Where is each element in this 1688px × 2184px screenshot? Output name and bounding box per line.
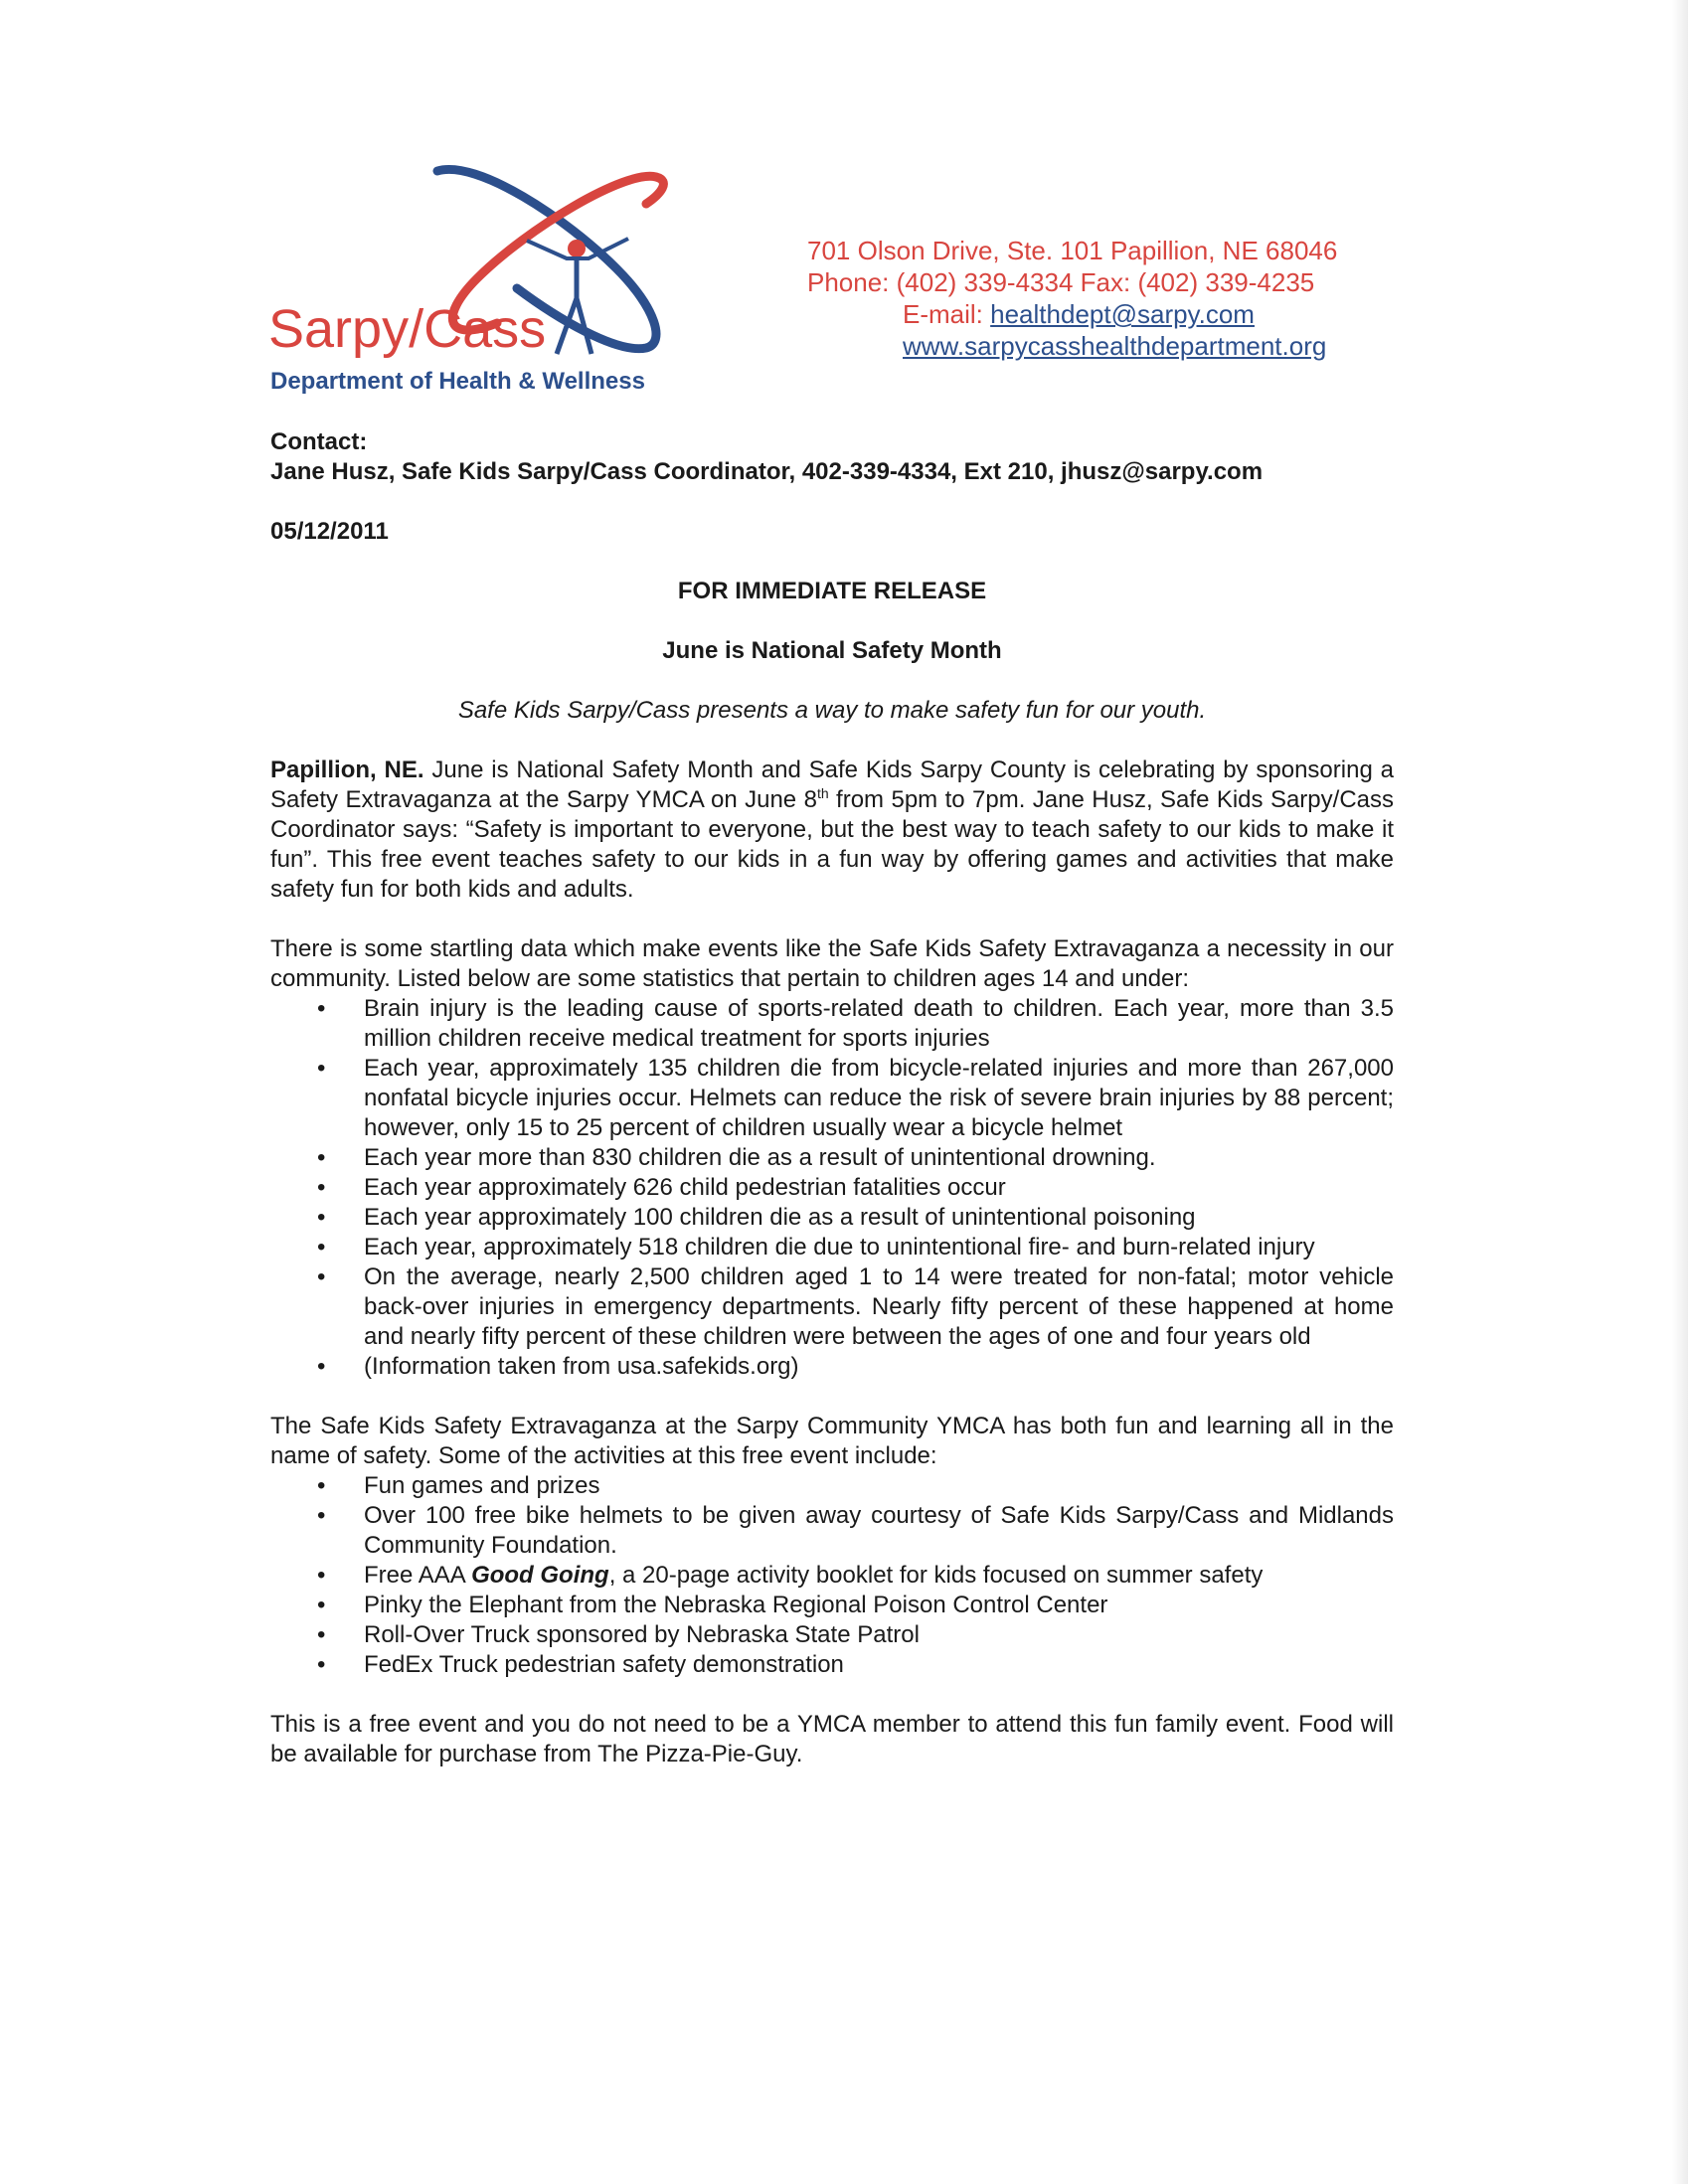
list-item: • Over 100 free bike helmets to be given away courtesy of Safe Kids Sarpy/Cass and Midlands Community Foundation. [364, 1501, 1394, 1561]
website-link[interactable]: www.sarpycasshealthdepartment.org [903, 331, 1327, 361]
website-line [807, 330, 1404, 362]
release-notice: FOR IMMEDIATE RELEASE [677, 578, 987, 604]
list-item: • On the average, nearly 2,500 children aged 1 to 14 were treated for non-fatal; motor vehicle back-over injuries in emergency departments. Nearly fifty percent of these happened at home and nearly fifty percent of these children were between the ages of one and four years old [364, 1262, 1394, 1352]
list-item: • FedEx Truck pedestrian safety demonstration [364, 1650, 1394, 1680]
statistics-list [270, 994, 1394, 1382]
list-item: • Each year, approximately 135 children die from bicycle-related injuries and more than 267,000 nonfatal bicycle injuries occur. Helmets can reduce the risk of severe brain injuries by 88 percent; however, only 15 to 25 percent of children usually wear a bicycle helmet [364, 1054, 1394, 1143]
list-item: • Each year, approximately 518 children die due to unintentional fire- and burn-related injury [364, 1233, 1394, 1262]
street-address: 701 Olson Drive, Ste. 101 Papillion, NE 68046 [807, 236, 1338, 265]
paragraph-activities-intro: The Safe Kids Safety Extravaganza at the Sarpy Community YMCA has both fun and learning all in the name of safety. Some of the activities at this free event include: [270, 1413, 1394, 1469]
email-link[interactable]: healthdept@sarpy.com [990, 299, 1255, 329]
email-line [807, 298, 1404, 330]
contact-line: Jane Husz, Safe Kids Sarpy/Cass Coordinator, 402-339-4334, Ext 210, jhusz@sarpy.com [270, 458, 1264, 485]
list-item: • Each year approximately 100 children die as a result of unintentional poisoning [364, 1203, 1394, 1233]
list-item: • Free AAA Good Going, a 20-page activity booklet for kids focused on summer safety [364, 1561, 1394, 1591]
list-item: • Roll-Over Truck sponsored by Nebraska State Patrol [364, 1620, 1394, 1650]
address-block [807, 235, 1404, 362]
list-item: • Each year approximately 626 child pedestrian fatalities occur [364, 1173, 1394, 1203]
list-item: • Each year more than 830 children die as a result of unintentional drowning. [364, 1143, 1394, 1173]
list-item: • Pinky the Elephant from the Nebraska Regional Poison Control Center [364, 1591, 1394, 1620]
paragraph-statistics-intro: There is some startling data which make events like the Safe Kids Safety Extravaganza a necessity in our community. Listed below are some statistics that pertain to children ages 14 and under: [270, 935, 1394, 992]
document-body [270, 427, 1394, 1769]
activities-list [270, 1471, 1394, 1680]
scan-edge [1672, 0, 1688, 2184]
organization-logo [268, 159, 686, 398]
list-item: • Fun games and prizes [364, 1471, 1394, 1501]
dateline: Papillion, NE. [270, 756, 424, 783]
logo-subtitle: Department of Health & Wellness [270, 368, 645, 395]
release-date: 05/12/2011 [270, 518, 389, 545]
list-item: • (Information taken from usa.safekids.org) [364, 1352, 1394, 1382]
phone-fax: Phone: (402) 339-4334 Fax: (402) 339-4235 [807, 267, 1315, 297]
logo-name: Sarpy/Cass [268, 299, 547, 359]
paragraph-intro: Papillion, NE. June is National Safety Month and Safe Kids Sarpy County is celebrating by sponsoring a Safety Extravaganza at the Sarpy YMCA on June 8th from 5pm to 7pm. Jane Husz, Safe Kids Sarpy/Cass Coordinator says: “Safety is important to everyone, but the best way to teach safety to our kids to make it fun”. This free event teaches safety to our kids in a fun way by offering games and activities that make safety fun for both kids and adults. [270, 756, 1394, 903]
list-item: • Brain injury is the leading cause of sports-related death to children. Each year, more than 3.5 million children receive medical treatment for sports injuries [364, 994, 1394, 1054]
contact-label: Contact: [270, 428, 368, 455]
email-label: E-mail: [903, 299, 983, 329]
paragraph-closing: This is a free event and you do not need to be a YMCA member to attend this fun family event. Food will be available for purchase from The Pizza-Pie-Guy. [270, 1711, 1394, 1767]
headline: June is National Safety Month [662, 637, 1002, 664]
tagline: Safe Kids Sarpy/Cass presents a way to make safety fun for our youth. [457, 697, 1207, 724]
booklet-title: Good Going [471, 1562, 609, 1589]
